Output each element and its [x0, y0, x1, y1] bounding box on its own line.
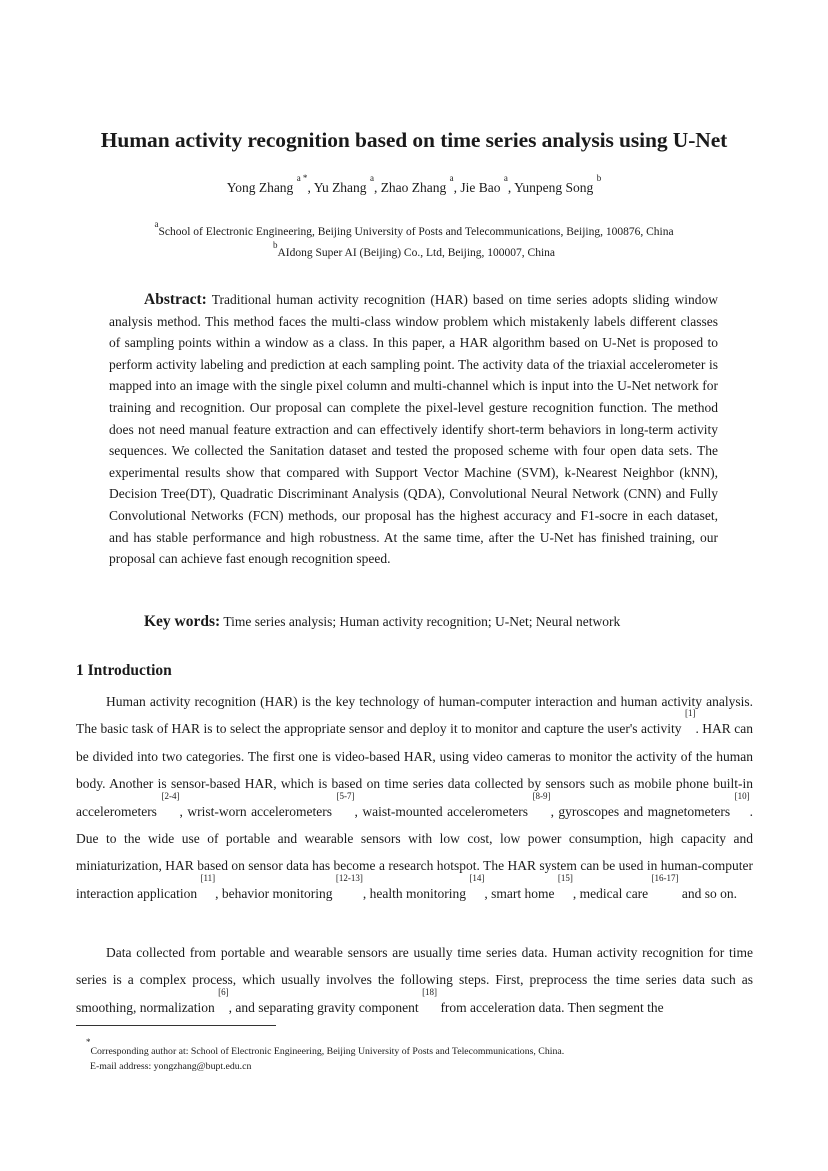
citation: [11]: [200, 872, 216, 883]
abstract-label: Abstract:: [144, 291, 207, 308]
author-mark: a *: [296, 173, 308, 183]
author-name: Yunpeng Song: [514, 180, 594, 195]
footnote-email: E-mail address: yongzhang@bupt.edu.cn: [90, 1061, 252, 1072]
author-mark: b: [596, 173, 602, 183]
affiliation-text: AIdong Super AI (Beijing) Co., Ltd, Beijing, 100007, China: [277, 247, 556, 259]
text-run: Human activity recognition (HAR) is the key technology of human-computer interaction and human activity analysis. The basic task of HAR is to select the appropriate sensor and deploy it to monitor and capture the user's activity: [76, 694, 753, 737]
abstract-text: Traditional human activity recognition (HAR) based on time series adopts sliding window analysis method. This method faces the multi-class window problem which mistakenly labels different classes of sampling points within a window as a class. In this paper, a HAR algorithm based on U-Net is proposed to perform activity labeling and prediction at each sampling point. The activity data of the triaxial accelerometer is mapped into an image with the single pixel column and multi-channel which is input into the U-Net network for training and recognition. Our proposal can complete the pixel-level gesture recognition function. The method does not need manual feature extraction and can effectively identify short-term behaviors in long-term activity sequences. We collected the Sanitation dataset and tested the proposed scheme with four open data sets. The experimental results show that compared with Support Vector Machine (SVM), k-Nearest Neighbor (kNN), Decision Tree(DT), Quadratic Discriminant Analysis (QDA), Convolutional Neural Network (CNN) and Fully Convolutional Networks (FCN) methods, our proposal has the highest accuracy and F1-socre in each dataset, and has stable performance and high robustness. At the same time, after the U-Net has finished training, our proposal can achieve fast enough recognition speed.: [109, 292, 718, 567]
footnote-divider: [76, 1025, 276, 1026]
text-run: , waist-mounted accelerometers: [354, 803, 533, 819]
author-name: Yong Zhang: [226, 180, 294, 195]
citation: [10]: [734, 790, 750, 801]
paper-title: Human activity recognition based on time series analysis using U-Net: [100, 128, 728, 152]
text-run: , smart home: [484, 885, 558, 901]
author-mark: a: [503, 173, 508, 183]
affiliation-text: School of Electronic Engineering, Beijing University of Posts and Telecommunications, Beijing, 100876, China: [158, 226, 674, 238]
text-run: . Due to the wide use of portable and wearable sensors with low cost, low power consumption, high capacity and miniaturization, HAR based on sensor data has become a research hotspot. The HAR system can be used in human-computer interaction application: [76, 803, 753, 901]
citation: [6]: [218, 986, 229, 997]
citation: [12-13]: [335, 872, 363, 883]
text-run: , gyroscopes and magnetometers: [550, 803, 735, 819]
citation: [1]: [684, 708, 696, 719]
paragraph: [76, 939, 753, 1021]
text-run: , behavior monitoring: [215, 885, 336, 901]
footnote-corresponding-author: [86, 1037, 565, 1059]
author-name: Yu Zhang: [313, 180, 367, 195]
text-run: , wrist-worn accelerometers: [179, 803, 337, 819]
affiliation-mark: a: [154, 219, 159, 229]
author-name: Zhao Zhang: [380, 180, 447, 195]
affiliation-b: [0, 240, 828, 259]
footnote-mark: *: [86, 1037, 91, 1047]
citation: [16-17]: [651, 872, 679, 883]
author-mark: a: [369, 173, 374, 183]
author-name: Jie Bao: [460, 180, 501, 195]
affiliation-a: [0, 219, 828, 238]
affiliation-mark: b: [272, 240, 278, 250]
text-run: , medical care: [572, 885, 652, 901]
citation: [2-4]: [161, 790, 180, 801]
text-run: from acceleration data. Then segment the: [437, 999, 664, 1015]
citation: [8-9]: [532, 790, 551, 801]
paragraph: [76, 688, 753, 907]
footnote-text: Corresponding author at: School of Electronic Engineering, Beijing University of Posts and Telecommunications, China.: [90, 1046, 565, 1057]
section-heading: 1 Introduction: [76, 662, 172, 679]
keywords-text: Time series analysis; Human activity recognition; U-Net; Neural network: [223, 614, 621, 629]
text-run: and so on.: [678, 885, 738, 901]
citation: [5-7]: [336, 790, 355, 801]
author-list: Yong Zhang $^{a *}$, Yu Zhang $^a$, Zhao Zhang $^a$, Jie Bao $^a$, Yunpeng Song $^b$: [226, 173, 602, 195]
keywords: [144, 613, 764, 631]
text-run: Data collected from portable and wearable sensors are usually time series data. Human activity recognition for time series is a complex process, which usually involves the following steps. First, preprocess the time series data such as smoothing, normalization: [76, 945, 753, 1015]
text-run: , and separating gravity component: [228, 999, 423, 1015]
author-mark: a: [449, 173, 454, 183]
abstract: [109, 289, 718, 570]
citation: [15]: [557, 872, 573, 883]
text-run: . HAR can be divided into two categories. The first one is video-based HAR, using video cameras to monitor the activity of the human body. Another is sensor-based HAR, which is based on time series data collected by sensors such as mobile phone built-in accelerometers: [76, 721, 753, 819]
citation: [18]: [422, 986, 438, 997]
citation: [14]: [469, 872, 485, 883]
keywords-label: Key words:: [144, 613, 221, 630]
text-run: , health monitoring: [362, 885, 470, 901]
